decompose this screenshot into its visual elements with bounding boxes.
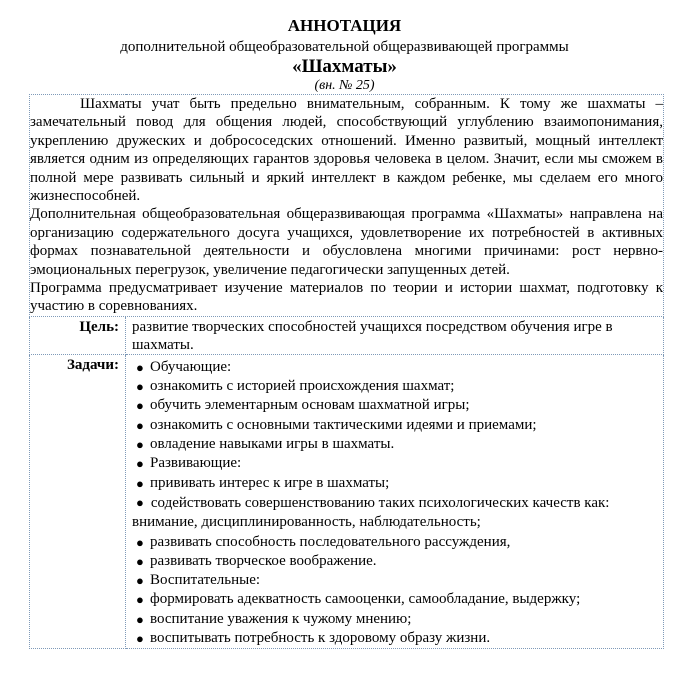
list-item-text: формировать адекватность самооценки, самообладание, выдержку;	[150, 591, 581, 608]
list-item	[132, 610, 657, 629]
list-item-text: овладение навыками игры в шахматы.	[150, 436, 395, 453]
intro-cell	[30, 95, 664, 317]
list-item	[132, 474, 657, 493]
list-item	[132, 552, 657, 571]
annotation-table	[29, 94, 664, 649]
list-item-text: Развивающие:	[150, 455, 242, 472]
program-number: (вн. № 25)	[314, 78, 375, 93]
list-item-text: ознакомить с основными тактическими идеями и приемами;	[150, 416, 537, 433]
list-item	[132, 454, 657, 473]
list-item-text: Воспитательные:	[150, 572, 261, 589]
bullet-icon: ●	[136, 359, 144, 375]
list-item	[132, 435, 657, 454]
goal-text: развитие творческих способностей учащихся посредством обучения игре в шахматы.	[126, 316, 664, 354]
bullet-icon: ●	[136, 437, 144, 453]
list-item-text: ознакомить с историей происхождения шахмат;	[150, 378, 455, 395]
list-item	[132, 396, 657, 415]
bullet-icon: ●	[136, 534, 144, 550]
tasks-row	[30, 354, 664, 648]
list-item	[132, 571, 657, 590]
goal-row	[30, 316, 664, 354]
bullet-icon: ●	[136, 494, 144, 510]
list-item-text: воспитание уважения к чужому мнению;	[150, 610, 412, 627]
document-header	[0, 16, 689, 94]
intro-paragraph-1: Шахматы учат быть предельно внимательным, собранным. К тому же шахматы – замечательный повод для общения людей, способствующий углублению взаимопонимания, укреплению дружеских и добрососедских отношений. Именно развитый, мощный интеллект является одним из определяющих гарантов здоровья человека в целом. Значит, если мы сможем в полной мере развивать сильный и яркий интеллект в каждом ребенке, мы сделаем его много жизнеспособней.	[30, 96, 663, 205]
bullet-icon: ●	[136, 379, 144, 395]
list-item-text: развивать творческое воображение.	[150, 552, 377, 569]
goal-label: Цель:	[30, 316, 126, 354]
list-item	[132, 493, 657, 533]
bullet-icon: ●	[136, 398, 144, 414]
list-item-text: Обучающие:	[150, 358, 232, 375]
bullet-icon: ●	[136, 456, 144, 472]
program-name: «Шахматы»	[292, 56, 397, 77]
intro-paragraph-2: Дополнительная общеобразовательная общеразвивающая программа «Шахматы» направлена на организацию содержательного досуга учащихся, удовлетворение их потребностей в активных формах познавательной деятельности и обусловлена многими причинами: рост нервно-эмоциональных перегрузок, увеличение педагогически запущенных детей.	[30, 206, 663, 278]
tasks-list	[132, 356, 657, 648]
list-item-text: прививать интерес к игре в шахматы;	[150, 474, 390, 491]
list-item-text: обучить элементарным основам шахматной игры;	[150, 397, 470, 414]
bullet-icon: ●	[136, 417, 144, 433]
list-item	[132, 416, 657, 435]
intro-paragraph-3: Программа предусматривает изучение материалов по теории и истории шахмат, подготовку к участию в соревнованиях.	[30, 280, 663, 315]
bullet-icon: ●	[136, 631, 144, 647]
bullet-icon: ●	[136, 573, 144, 589]
tasks-label: Задачи:	[30, 354, 126, 648]
intro-row	[30, 95, 664, 317]
document-subtitle: дополнительной общеобразовательной общеразвивающей программы	[120, 39, 569, 55]
bullet-icon: ●	[136, 475, 144, 491]
tasks-cell	[126, 354, 664, 648]
bullet-icon: ●	[136, 592, 144, 608]
annotation-table-frame	[29, 94, 663, 649]
document-title: АННОТАЦИЯ	[287, 16, 402, 35]
list-item-text: содействовать совершенствованию таких психологических качеств как: внимание, дисциплинированность, наблюдательность;	[132, 494, 610, 531]
list-item	[132, 590, 657, 609]
list-item	[132, 377, 657, 396]
bullet-icon: ●	[136, 611, 144, 627]
list-item-text: воспитывать потребность к здоровому образу жизни.	[150, 630, 491, 647]
bullet-icon: ●	[136, 553, 144, 569]
list-item	[132, 358, 657, 377]
list-item	[132, 533, 657, 552]
list-item	[132, 629, 657, 648]
list-item-text: развивать способность последовательного рассуждения,	[150, 533, 511, 550]
